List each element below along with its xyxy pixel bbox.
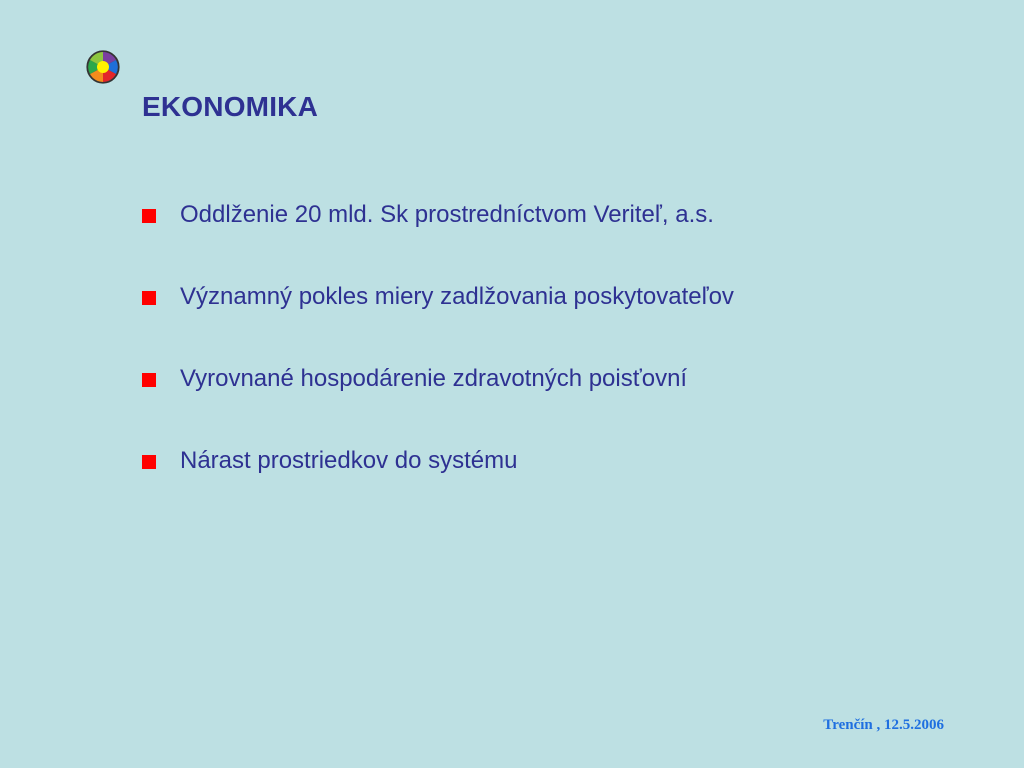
multicolor-circle-logo-icon [86, 50, 120, 84]
square-bullet-icon [142, 373, 156, 387]
list-item [142, 360, 734, 442]
bullet-text: Významný pokles miery zadlžovania poskytovateľov [180, 283, 734, 310]
bullet-text: Vyrovnané hospodárenie zdravotných poisťovní [180, 365, 688, 392]
slide-title: EKONOMIKA [142, 91, 319, 122]
list-item [142, 442, 734, 524]
list-item [142, 196, 734, 278]
square-bullet-icon [142, 209, 156, 223]
square-bullet-icon [142, 291, 156, 305]
square-bullet-icon [142, 455, 156, 469]
bullet-text: Oddlženie 20 mld. Sk prostredníctvom Veriteľ, a.s. [180, 201, 714, 228]
list-item [142, 278, 734, 360]
footer-location-date: Trenčín , 12.5.2006 [823, 717, 944, 733]
bullet-list [142, 196, 734, 524]
bullet-text: Nárast prostriedkov do systému [180, 447, 518, 474]
